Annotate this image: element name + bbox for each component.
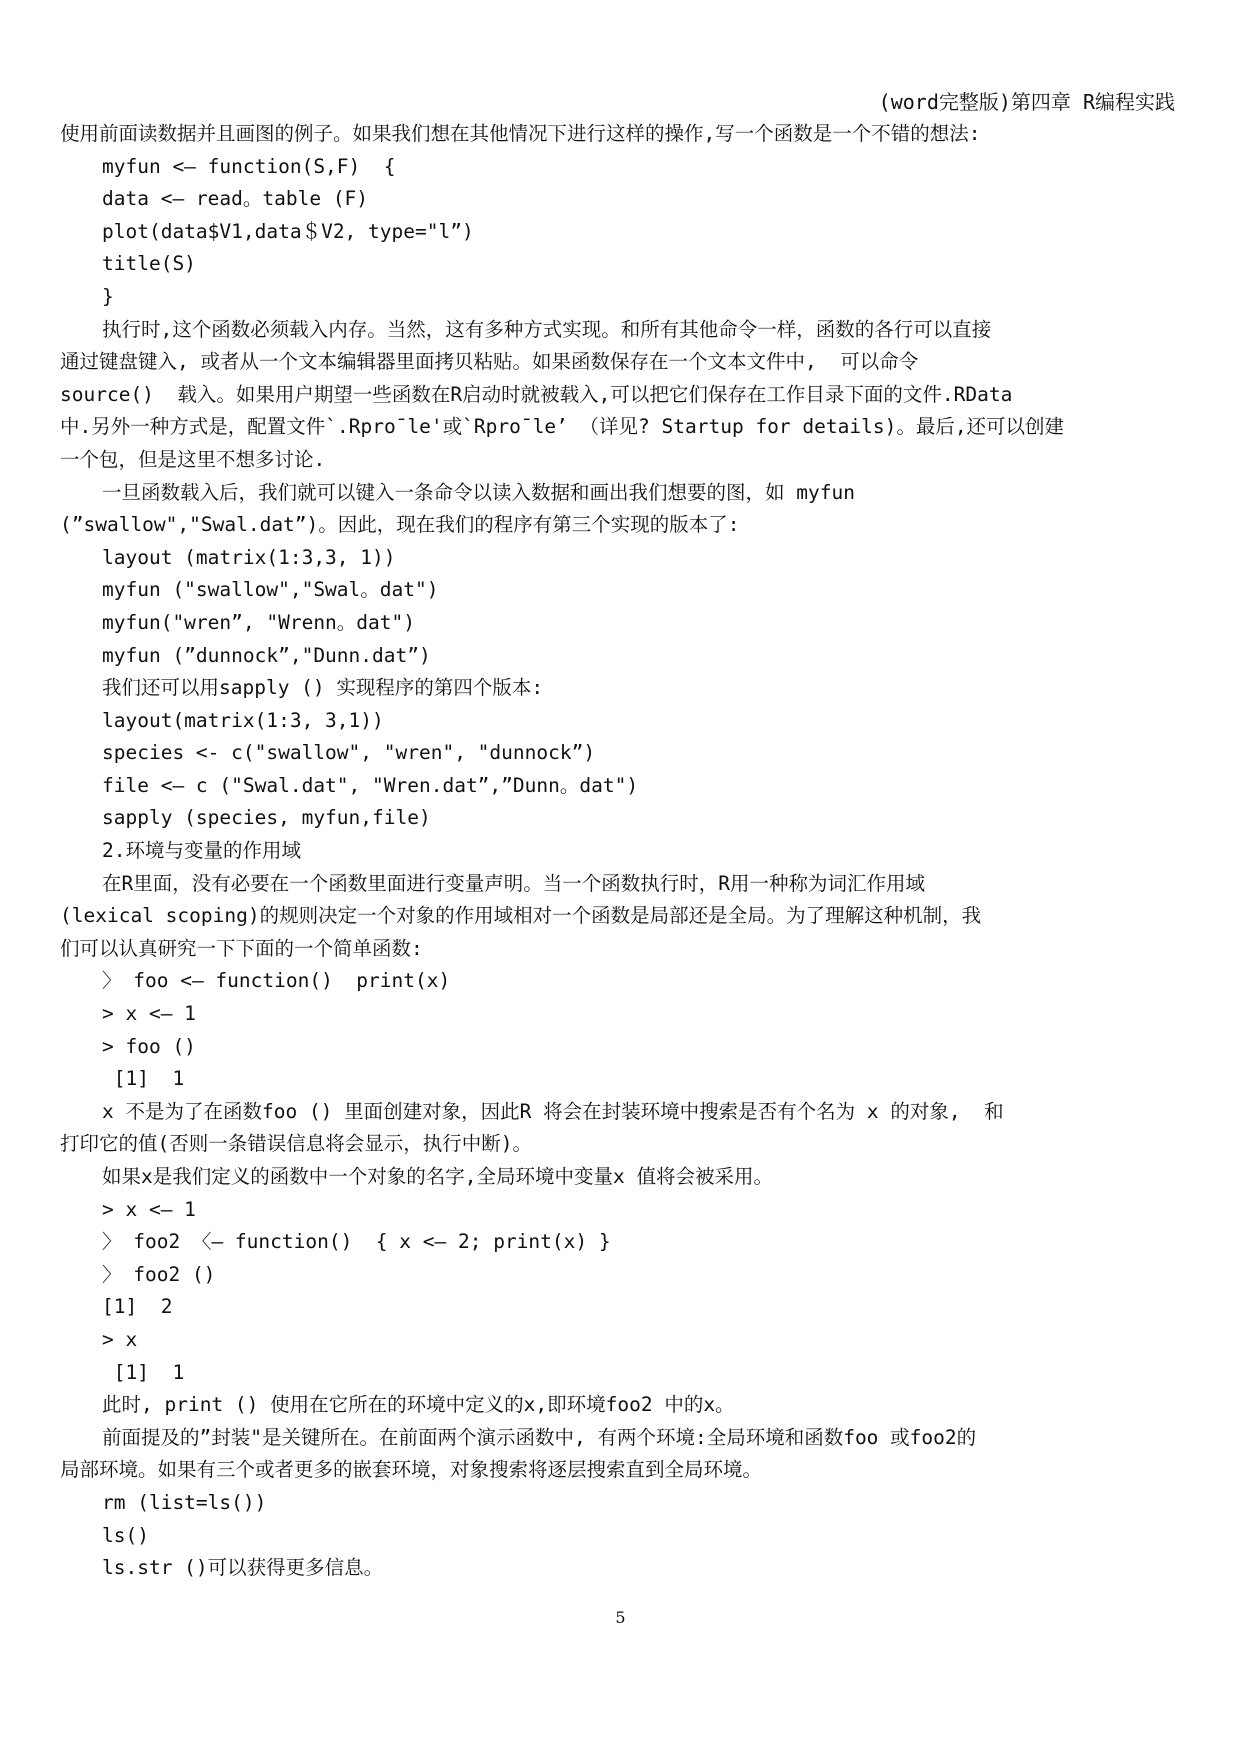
code-line: [1] 1 (102, 1360, 185, 1384)
document-body (60, 118, 1180, 1585)
code-line: species <- c("swallow", "wren", "dunnock”) (102, 741, 596, 765)
text-line: x 不是为了在函数foo () 里面创建对象，因此R 将会在封装环境中搜索是否有个名为 x 的对象, 和 (102, 1099, 1004, 1123)
code-line: layout(matrix(1:3, 3,1)) (102, 708, 384, 732)
code-line: file <— c ("Swal.dat", "Wren.dat”,”Dunn。dat") (102, 773, 639, 797)
text-line: (lexical scoping)的规则决定一个对象的作用域相对一个函数是局部还是全局。为了理解这种机制，我 (60, 904, 982, 928)
code-line: [1] 1 (102, 1067, 185, 1091)
code-line: > x <— 1 (102, 1002, 196, 1026)
page-number: 5 (615, 1608, 626, 1627)
text-line: 打印它的值(否则一条错误信息将会显示，执行中断)。 (60, 1132, 532, 1156)
code-line: 〉 foo2 () (102, 1262, 216, 1286)
text-line: 局部环境。如果有三个或者更多的嵌套环境，对象搜索将逐层搜索直到全局环境。 (60, 1458, 763, 1482)
code-line: title(S) (102, 252, 196, 276)
code-line: } (102, 284, 114, 308)
text-line: 一个包，但是这里不想多讨论. (60, 447, 326, 471)
code-line: [1] 2 (102, 1295, 173, 1319)
code-line: > x <— 1 (102, 1197, 196, 1221)
code-line: ls() (102, 1523, 149, 1547)
code-line: myfun ("swallow","Swal。dat") (102, 578, 439, 602)
text-line: 使用前面读数据并且画图的例子。如果我们想在其他情况下进行这样的操作,写一个函数是一个不错的想法: (60, 122, 981, 145)
running-header: (word完整版)第四章 R编程实践 (878, 90, 1175, 114)
text-line: 在R里面，没有必要在一个函数里面进行变量声明。当一个函数执行时，R用一种称为词汇作用域 (102, 871, 925, 895)
code-line: sapply (species, myfun,file) (102, 806, 431, 830)
code-line: myfun <— function(S,F) { (102, 154, 396, 178)
text-line: 中.另外一种方式是，配置文件`.Rpro¯le'或`Rpro¯le’ （详见? Startup for details)。最后,还可以创建 (60, 415, 1065, 439)
code-line: plot(data$V1,data＄V2, type="l”) (102, 219, 474, 243)
text-line: 执行时,这个函数必须载入内存。当然，这有多种方式实现。和所有其他命令一样，函数的各行可以直接 (102, 317, 992, 341)
code-line: myfun("wren”, "Wrenn。dat") (102, 610, 415, 634)
text-line: 我们还可以用sapply () 实现程序的第四个版本: (102, 676, 544, 700)
code-line: > x (102, 1327, 138, 1351)
text-line: 2.环境与变量的作用域 (102, 839, 301, 863)
code-line: layout (matrix(1:3,3, 1)) (102, 545, 396, 569)
code-line: 〉 foo2 〈— function() { x <— 2; print(x) } (102, 1230, 611, 1254)
text-line: (”swallow","Swal.dat”)。因此，现在我们的程序有第三个实现的版本了: (60, 513, 740, 537)
code-line: > foo () (102, 1034, 196, 1058)
text-line: source() 载入。如果用户期望一些函数在R启动时就被载入,可以把它们保存在工作目录下面的文件.RData (60, 382, 1013, 406)
code-line: rm (list=ls()) (102, 1490, 267, 1514)
text-line: 如果x是我们定义的函数中一个对象的名字,全局环境中变量x 值将会被采用。 (102, 1165, 773, 1188)
text-line: 一旦函数载入后，我们就可以键入一条命令以读入数据和画出我们想要的图，如 myfun (102, 480, 855, 504)
code-line: ls.str ()可以获得更多信息。 (102, 1556, 384, 1580)
text-line: 此时, print () 使用在它所在的环境中定义的x,即环境foo2 中的x。 (102, 1393, 735, 1417)
code-line: data <— read。table (F) (102, 187, 369, 211)
text-line: 们可以认真研究一下下面的一个简单函数: (60, 936, 423, 960)
text-line: 通过键盘键入, 或者从一个文本编辑器里面拷贝粘贴。如果函数保存在一个文本文件中, 可以命令 (60, 350, 919, 374)
text-line: 前面提及的”封装"是关键所在。在前面两个演示函数中, 有两个环境:全局环境和函数foo 或foo2的 (102, 1425, 977, 1449)
code-line: 〉 foo <— function() print(x) (102, 969, 451, 993)
code-line: myfun (”dunnock”,"Dunn.dat”) (102, 643, 431, 667)
